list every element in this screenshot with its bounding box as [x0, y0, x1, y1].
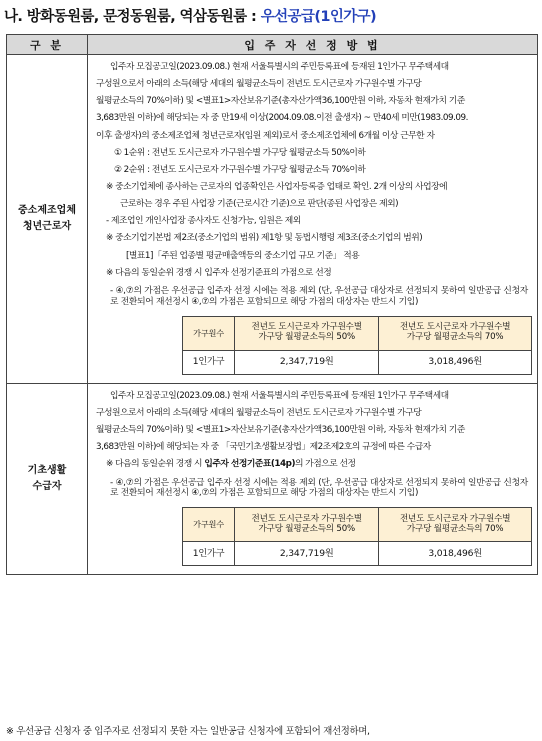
income-header-50-text: 전년도 도시근로자 가구원수별 가구당 월평균소득의 50% [251, 514, 362, 534]
note-line: ※ 다음의 동일순위 경쟁 시 입주자 선정기준표의 가점으로 선정 [106, 267, 332, 278]
income-header-70-text: 전년도 도시근로자 가구원수별 가구당 월평균소득의 70% [399, 514, 511, 534]
criteria-cell [88, 383, 538, 575]
income-value-50: 2,347,719원 [235, 350, 379, 374]
text-line: 3,683만원 이하)에 해당되는 자 중 「국민기초생활보장법」제2조제2호의 규정에 따른 수급자 [96, 442, 431, 453]
income-table [182, 316, 532, 375]
text-line: 구성원으로서 아래의 소득(해당 세대의 월평균소득이 전년도 도시근로자 가구원수별 가구당 [96, 407, 422, 418]
header-criteria: 입 주 자 선 정 방 법 [88, 35, 538, 55]
income-value-70: 3,018,496원 [379, 350, 532, 374]
heading-prefix: 나. 방화동원룸, 문정동원룸, 역삼동원룸 : [4, 9, 261, 25]
income-value-50: 2,347,719원 [235, 542, 379, 566]
criteria-cell [88, 55, 538, 384]
note-line: ※ 중소기업체에 종사하는 근로자의 업종확인은 사업자등록증 업태로 확인. 2개 이상의 사업장에 [106, 181, 448, 192]
category-line: 기초생활 [27, 465, 67, 477]
income-household: 1인가구 [183, 542, 235, 566]
header-category: 구 분 [7, 35, 88, 55]
rank-line: ② 2순위 : 전년도 도시근로자 가구원수별 가구당 월평균소득 70%이하 [114, 164, 366, 175]
category-cell [7, 383, 88, 575]
text-line: 구성원으로서 아래의 소득(해당 세대의 월평균소득이 전년도 도시근로자 가구원수별 가구당 [96, 79, 422, 90]
text-line: 입주자 모집공고일(2023.09.08.) 현재 서울특별시의 주민등록표에 등재된 1인가구 무주택세대 [110, 390, 449, 401]
rank-text-post: 의 가점으로 선정 [294, 459, 356, 470]
selection-criteria-table [6, 34, 538, 575]
rank-text-bold: 입주자 선정기준표(14p) [204, 459, 295, 470]
income-household: 1인가구 [183, 350, 235, 374]
income-header-household: 가구원수 [183, 508, 235, 542]
note-line [96, 456, 532, 473]
income-header-household: 가구원수 [183, 316, 235, 350]
rank-text-pre: ※ 다음의 동일순위 경쟁 시 [106, 459, 205, 470]
footer-note: ※ 우선공급 신청자 중 입주자로 선정되지 못한 자는 일반공급 신청자에 포함되어 재선정하며, [6, 726, 370, 737]
bonus-note: - ④,⑦의 가점은 우선공급 입주자 선정 시에는 적용 제외 (단, 우선공급 대상자로 선정되지 못하여 일반공급 신청자로 전환되어 재선정시 ④,⑦의 가점은 포함되므로 해당 가점의 대상자는 반드시 기입) [110, 285, 528, 307]
note-line: - 제조업인 개인사업장 종사자도 신청가능, 임원은 제외 [106, 216, 301, 227]
text-line: 3,683만원 이하)에 해당되는 자 중 만19세 이상(2004.09.08.이전 출생자) ~ 만40세 미만(1983.09.09. [96, 113, 468, 124]
note-line: 근로하는 경우 주된 사업장 기준(근로시간 기준)으로 판단(종된 사업장은 제외) [120, 199, 399, 210]
income-table [182, 507, 532, 566]
category-cell [7, 55, 88, 384]
table-row [7, 55, 538, 384]
note-line: [별표1]「주된 업종별 평균매출액등의 중소기업 규모 기준」 적용 [126, 250, 360, 261]
category-line: 수급자 [32, 481, 62, 493]
income-header-70-text: 전년도 도시근로자 가구원수별 가구당 월평균소득의 70% [399, 322, 511, 343]
heading-accent: 우선공급(1인가구) [260, 9, 377, 25]
text-line: 입주자 모집공고일(2023.09.08.) 현재 서울특별시의 주민등록표에 등재된 1인가구 무주택세대 [110, 62, 449, 72]
text-line: 월평균소득의 70%이하) 및 <별표1>자산보유기준(총자산가액36,100만원 이하, 자동차 현재가치 기준 [96, 96, 465, 107]
income-value-70: 3,018,496원 [379, 542, 532, 566]
income-header-70 [379, 508, 532, 542]
category-line: 청년근로자 [22, 220, 72, 232]
income-header-50-text: 전년도 도시근로자 가구원수별 가구당 월평균소득의 50% [251, 322, 362, 343]
income-header-50 [235, 316, 379, 350]
income-header-50 [235, 508, 379, 542]
text-line: 월평균소득의 70%이하) 및 <별표1>자산보유기준(총자산가액36,100만원 이하, 자동차 현재가치 기준 [96, 425, 465, 436]
bonus-note: - ④,⑦의 가점은 우선공급 입주자 선정 시에는 적용 제외 (단, 우선공급 대상자로 선정되지 못하여 일반공급 신청자로 전환되어 재선정시 ④,⑦의 가점은 포함되므로 해당 가점의 대상자는 반드시 기입) [110, 477, 528, 499]
section-heading [4, 5, 376, 26]
note-line: ※ 중소기업기본법 제2조(중소기업의 범위) 제1항 및 동법시행령 제3조(중소기업의 범위) [106, 233, 423, 244]
category-line: 중소제조업체 [18, 204, 76, 216]
text-line: 이후 출생자)의 중소제조업체 청년근로자(임원 제외)로서 중소제조업체에 6개월 이상 근무한 자 [96, 130, 435, 141]
table-header-row [7, 35, 538, 55]
income-header-70 [379, 316, 532, 350]
table-row [7, 383, 538, 575]
rank-line: ① 1순위 : 전년도 도시근로자 가구원수별 가구당 월평균소득 50%이하 [114, 147, 366, 158]
